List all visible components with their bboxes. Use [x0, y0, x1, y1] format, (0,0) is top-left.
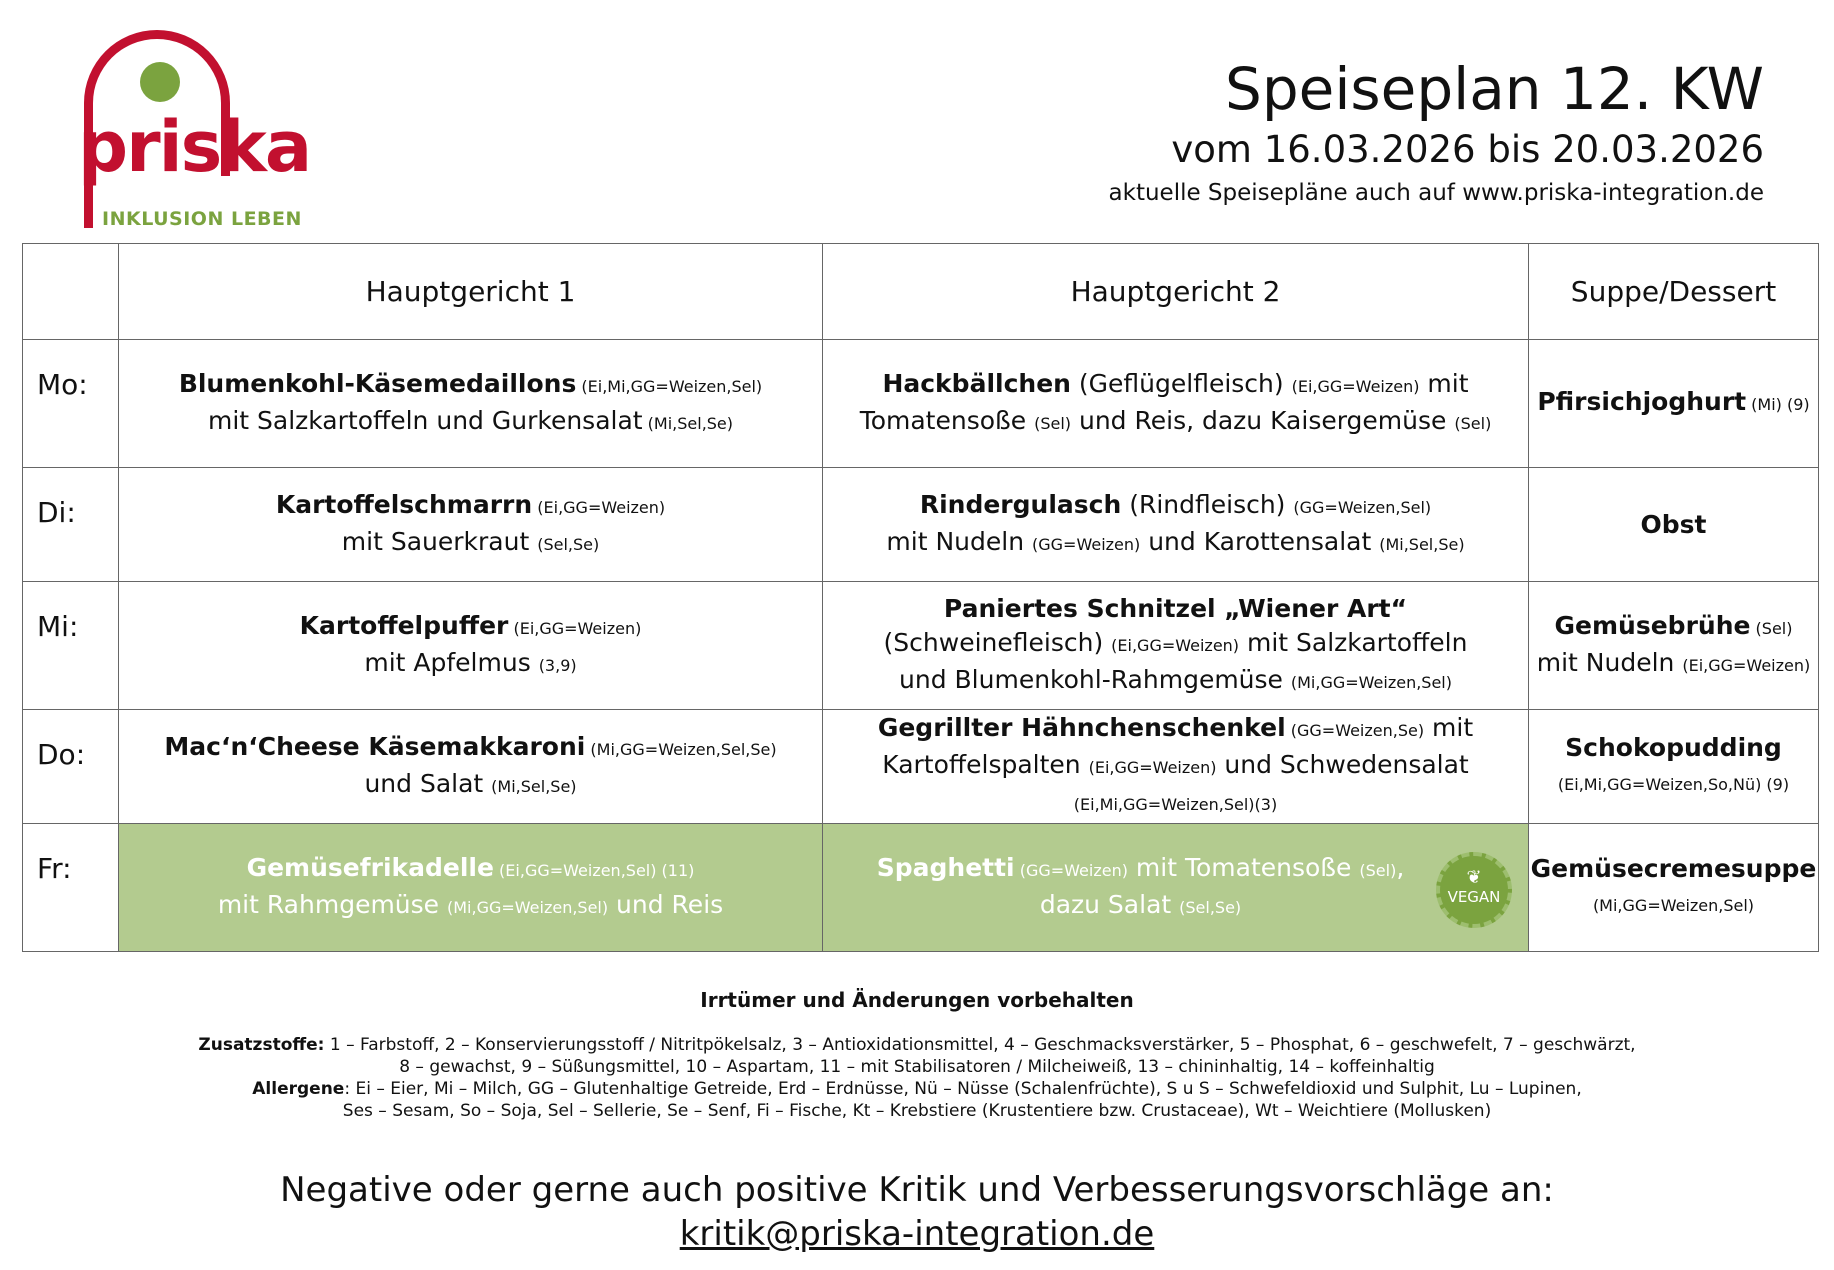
dish-name: Pfirsichjoghurt — [1537, 387, 1747, 416]
allergen-codes: (Mi,Sel,Se) — [642, 413, 734, 433]
allergen-codes: (Sel,Se) — [1179, 897, 1242, 917]
dish-name: Kartoffelschmarrn — [275, 489, 533, 519]
corner-cell — [23, 244, 119, 340]
allergen-codes: (GG=Weizen,Se) — [1285, 721, 1425, 740]
dish-name: Gegrillter Hähnchenschenkel — [877, 713, 1286, 742]
priska-logo — [78, 24, 311, 230]
dish-main1 — [119, 710, 823, 824]
dish-main1 — [119, 468, 823, 582]
dish-text: und Salat — [364, 768, 492, 798]
dish-name: Rindergulasch — [919, 489, 1122, 519]
allergens-text1: : Ei – Eier, Mi – Milch, GG – Glutenhaltige Getreide, Erd – Erdnüsse, Nü – Nüsse (Schalenfrüchte), S u S – Schwefeldioxid und Sulphit, Lu – Lupinen, — [344, 1079, 1582, 1099]
allergen-codes: (Mi) (9) — [1746, 395, 1810, 414]
additives-line2: 8 – gewachst, 9 – Süßungsmittel, 10 – Aspartam, 11 – mit Stabilisatoren / Milcheiweiß, 13 – chininhaltig, 14 – koffeinhaltig — [399, 1057, 1435, 1077]
dish-name: Gemüsecremesuppe — [1530, 854, 1817, 883]
allergens-line2: Ses – Sesam, So – Soja, Sel – Sellerie, Se – Senf, Fi – Fische, Kt – Krebstiere (Krustentiere bzw. Crustaceae), Wt – Weichtiere (Mollusken) — [342, 1101, 1492, 1121]
allergen-codes: (Sel) — [1034, 413, 1072, 433]
dish-name: Hackbällchen — [882, 368, 1071, 398]
dish-main2 — [823, 468, 1529, 582]
dish-text: und Schwedensalat — [1216, 750, 1469, 779]
allergen-codes: (Sel) — [1454, 413, 1492, 433]
feedback-text: Negative oder gerne auch positive Kritik und Verbesserungsvorschläge an: — [280, 1170, 1554, 1210]
vegan-leaf-icon: ❦ — [1466, 867, 1482, 888]
dish-text: mit Nudeln — [886, 526, 1033, 556]
logo-tagline: INKLUSION LEBEN — [102, 208, 302, 230]
allergen-codes: (Ei,GG=Weizen) — [1088, 758, 1217, 777]
page-header — [1109, 54, 1764, 210]
additives-line1 — [0, 1034, 1834, 1056]
dish-text: mit — [1424, 713, 1474, 742]
dish-text: mit Sauerkraut — [341, 526, 538, 556]
allergen-codes: (Ei,Mi,GG=Weizen,Sel)(3) — [1073, 795, 1278, 814]
dish-text: dazu Salat — [1039, 889, 1180, 919]
legend — [0, 1034, 1834, 1122]
header-row — [23, 244, 1819, 340]
dish-name: Paniertes Schnitzel „Wiener Art“ — [943, 593, 1408, 623]
allergen-codes: (Ei,Mi,GG=Weizen,Sel) — [576, 376, 763, 396]
dish-text: mit — [1419, 368, 1469, 398]
dish-name: Mac‘n‘Cheese Käsemakkaroni — [164, 731, 586, 761]
dish-text: und Reis — [608, 889, 724, 919]
day-label: Mo: — [23, 340, 119, 468]
dish-soup — [1529, 468, 1819, 582]
allergen-codes: (Mi,GG=Weizen,Sel,Se) — [585, 739, 777, 759]
dish-text: Kartoffelspalten — [882, 750, 1089, 779]
additives-text1: 1 – Farbstoff, 2 – Konservierungsstoff / Nitritpökelsalz, 3 – Antioxidationsmittel, 4 – Geschmacksverstärker, 5 – Phosphat, 6 – geschwefelt, 7 – geschwärzt, — [324, 1035, 1636, 1055]
dish-text: mit Salzkartoffeln und Gurkensalat — [207, 405, 643, 435]
dish-name: Spaghetti — [876, 852, 1015, 882]
dish-main1 — [119, 824, 823, 952]
website-note: aktuelle Speisepläne auch auf www.priska-integration.de — [1108, 180, 1764, 206]
additives-label: Zusatzstoffe: — [198, 1035, 325, 1055]
row-wednesday — [23, 582, 1819, 710]
day-label: Fr: — [23, 824, 119, 952]
date-range: vom 16.03.2026 bis 20.03.2026 — [1171, 128, 1764, 171]
vegan-badge — [1436, 852, 1512, 928]
dish-text: und Blumenkohl-Rahmgemüse — [899, 664, 1291, 694]
dish-text: mit Salzkartoffeln — [1239, 627, 1468, 657]
dish-name: Gemüsefrikadelle — [246, 852, 494, 882]
page-title: Speiseplan 12. KW — [1225, 55, 1764, 123]
allergen-codes: (Ei,GG=Weizen) — [1291, 376, 1420, 396]
dish-text: Tomatensoße — [859, 405, 1035, 435]
dish-name: Kartoffelpuffer — [299, 610, 509, 640]
dish-soup — [1529, 710, 1819, 824]
dish-text: , — [1396, 852, 1405, 882]
allergen-codes: (Ei,GG=Weizen) — [1111, 635, 1240, 655]
dish-text: und Reis, dazu Kaisergemüse — [1071, 405, 1455, 435]
allergen-codes: (Mi,GG=Weizen,Sel) — [1290, 672, 1452, 692]
allergen-codes: (3,9) — [538, 655, 577, 675]
allergen-codes: (Mi,GG=Weizen,Sel) — [1592, 896, 1755, 915]
dish-name: Blumenkohl-Käsemedaillons — [178, 368, 577, 398]
col-header-main2: Hauptgericht 2 — [823, 244, 1529, 340]
row-monday — [23, 340, 1819, 468]
allergens-line1 — [0, 1078, 1834, 1100]
allergen-codes: (Ei,GG=Weizen,Sel) (11) — [493, 860, 695, 880]
allergen-codes: (GG=Weizen,Sel) — [1293, 497, 1432, 517]
allergen-codes: (Mi,GG=Weizen,Sel) — [447, 897, 609, 917]
allergen-codes: (Mi,Sel,Se) — [1379, 534, 1465, 554]
allergens-label: Allergene — [252, 1079, 345, 1099]
dish-text: mit Tomatensoße — [1127, 852, 1360, 882]
dish-main2 — [823, 340, 1529, 468]
allergen-codes: (GG=Weizen) — [1032, 534, 1141, 554]
row-friday — [23, 824, 1819, 952]
feedback — [0, 1168, 1834, 1256]
allergen-codes: (Ei,GG=Weizen) — [1682, 655, 1811, 675]
day-label: Do: — [23, 710, 119, 824]
dish-text: mit Nudeln — [1536, 647, 1683, 677]
dish-name: Gemüsebrühe — [1554, 610, 1751, 640]
vegan-badge-label: VEGAN — [1447, 888, 1501, 906]
row-thursday — [23, 710, 1819, 824]
dish-name: Schokopudding — [1565, 733, 1782, 762]
dish-text: mit Rahmgemüse — [217, 889, 447, 919]
menu-table — [22, 243, 1819, 952]
dish-soup — [1529, 582, 1819, 710]
col-header-soup: Suppe/Dessert — [1529, 244, 1819, 340]
logo-dot — [140, 62, 180, 102]
allergen-codes: (Ei,GG=Weizen) — [508, 618, 642, 638]
dish-soup — [1529, 824, 1819, 952]
allergen-codes: (Mi,Sel,Se) — [491, 776, 577, 796]
dish-main2 — [823, 582, 1529, 710]
dish-text: (Rindfleisch) — [1121, 489, 1294, 519]
allergen-codes: (Sel) — [1359, 860, 1397, 880]
dish-main1 — [119, 340, 823, 468]
allergen-codes: (Ei,Mi,GG=Weizen,So,Nü) (9) — [1557, 775, 1790, 794]
dish-main2 — [823, 824, 1529, 952]
dish-text: (Schweinefleisch) — [883, 627, 1112, 657]
feedback-email-link[interactable]: kritik@priska-integration.de — [679, 1214, 1155, 1254]
dish-main1 — [119, 582, 823, 710]
col-header-main1: Hauptgericht 1 — [119, 244, 823, 340]
dish-text: (Geflügelfleisch) — [1070, 368, 1292, 398]
dish-text: mit Apfelmus — [364, 647, 539, 677]
disclaimer: Irrtümer und Änderungen vorbehalten — [700, 988, 1134, 1012]
allergen-codes: (Sel) — [1750, 618, 1793, 638]
dish-name: Obst — [1640, 509, 1707, 539]
row-tuesday — [23, 468, 1819, 582]
day-label: Di: — [23, 468, 119, 582]
allergen-codes: (GG=Weizen) — [1014, 860, 1128, 880]
dish-text: und Karottensalat — [1140, 526, 1380, 556]
dish-main2-text — [857, 851, 1495, 925]
allergen-codes: (Sel,Se) — [537, 534, 600, 554]
logo-word: priska — [78, 106, 311, 188]
dish-soup — [1529, 340, 1819, 468]
dish-main2 — [823, 710, 1529, 824]
allergen-codes: (Ei,GG=Weizen) — [532, 497, 666, 517]
day-label: Mi: — [23, 582, 119, 710]
